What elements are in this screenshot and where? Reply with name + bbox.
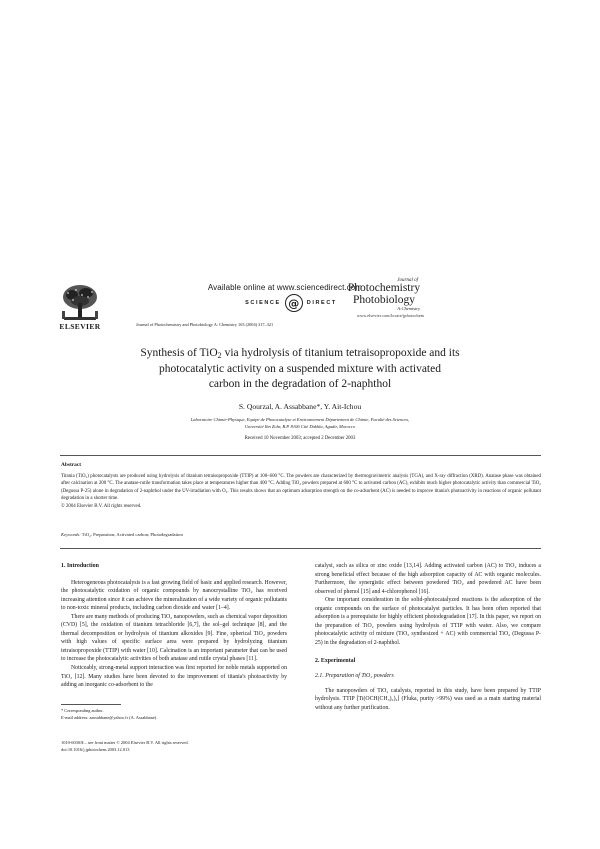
elsevier-tree-logo	[58, 283, 102, 323]
abstract-text	[61, 473, 541, 510]
abstract-copyright: © 2004 Elsevier B.V. All rights reserved.	[61, 503, 142, 509]
elsevier-wordmark: ELSEVIER	[59, 322, 101, 331]
footnotes	[61, 708, 287, 721]
journal-logo-photochemistry: Photochemistry	[347, 282, 421, 294]
title-line1-a: Synthesis of TiO	[140, 347, 218, 359]
journal-logo-chemistry: A:Chemistry	[397, 306, 420, 311]
journal-logo-of: Journal of	[397, 278, 418, 283]
sciencedirect-at-icon: @	[285, 294, 303, 312]
abstract-divider	[60, 548, 541, 549]
sciencedirect-right: DIRECT	[306, 300, 337, 306]
right-column	[315, 562, 541, 712]
keywords-values: TiO₂; Preparation; Activated carbon; Photodegradation	[80, 532, 183, 537]
abstract-heading: Abstract	[61, 462, 82, 468]
keywords-label: Keywords:	[61, 532, 81, 537]
subsection-preparation-heading: 2.1. Preparation of TiO₂ powders	[315, 673, 394, 680]
keywords-line	[61, 532, 541, 537]
top-divider	[60, 455, 541, 456]
issn-line: 1010-6030/$ – see front matter © 2004 Elsevier B.V. All rights reserved.	[61, 740, 189, 745]
title-line1-b: via hydrolysis of titanium tetraisopropoxide and its	[221, 347, 460, 359]
intro-paragraph-3: Noticeably, strong-metal support interaction was first reported for noble metals supported on TiO₂ [12]. Many studies have been devoted to the improvement of titania's photoactivity by adding an inorganic co-adsorbent to the	[61, 665, 287, 689]
footnote-divider	[61, 704, 121, 705]
journal-citation: Journal of Photochemistry and Photobiology A: Chemistry 163 (2004) 317–321	[136, 322, 274, 327]
publication-meta	[61, 740, 287, 753]
journal-logo	[344, 278, 424, 318]
affiliation-line2: Université Ibn Zohr, B.P. 8106 Cité Dakhla, Agadir, Morocco	[244, 423, 356, 429]
right-paragraph-2: One important consideration in the solid-photocatalyzed reactions is the adsorption of the organic compounds on the surface of photocatalyst particles. It has been often reported that adsorption is a prerequisite for highly efficient photodegradation [17]. In this paper, we report on the preparation of TiO₂ powders using hydrolysis of TTIP with water. Also, we compare photocatalytic activity of mixture (TiO₂ synthesized + AC) with commercial TiO₂ (Degussa P-25) in the degradation of 2-naphthol.	[315, 597, 541, 646]
journal-logo-photobiology: Photobiology	[353, 294, 415, 306]
email-address-note[interactable]: E-mail address: aassabbane@yahoo.fr (A. Assabbane).	[61, 714, 158, 720]
affiliation-line1: Laboratoire Chimie-Physique, Equipe de Photocatalyse et Environnement Département de Chimie, Faculté des Sciences,	[190, 417, 410, 422]
author-list: S. Qourzal, A. Assabbane*, Y. Ait-Ichou	[238, 402, 362, 411]
article-title	[60, 346, 540, 393]
doi-line[interactable]: doi:10.1016/j.jphotochem.2003.12.013	[61, 746, 130, 752]
sciencedirect-left: SCIENCE	[245, 300, 281, 306]
available-online-text[interactable]: Available online at www.sciencedirect.com	[207, 283, 363, 292]
corresponding-author-note: * Corresponding author.	[61, 708, 104, 713]
section-experimental-heading: 2. Experimental	[315, 658, 356, 665]
journal-url[interactable]: www.elsevier.com/locate/jphotochem	[357, 313, 424, 318]
intro-paragraph-1: Heterogeneous photocatalysis is a fast growing field of basic and applied research. However, the photocatalytic oxidation of organic compounds by nanocrystalline TiO₂ has received increasing attention since it can achieve the mineralization of a wide variety of organic pollutants to non-toxic mineral products, including carbon dioxide and water [1–4].	[61, 579, 287, 612]
abstract-paragraph: Titania (TiO₂) photocatalysts are produced using hydrolysis of titanium tetraisopropoxide (TTIP) at 100–600 °C. The powders are characterized by thermogravimetric analysis (TGA), and X-ray diffraction (XRD). Anatase phase was obtained after calcination at 200 °C. The anatase-rutile transformation takes place at temperatures higher than 400 °C. Adding TiO₂ powders prepared at 600 °C to activated carbon (AC), exhibits much higher photocatalytic activity than commercial TiO₂ (Degussa P-25) alone in degradation of 2-naphthol under the UV-irradiation with O₂. This results shows that an optimum adsorption strength on the co-adsorbent (AC) is needed to improve titania's photoactivity in reactions of organic pollutant degradation in a shorter time.	[61, 474, 541, 502]
title-line3: carbon in the degradation of 2-naphthol	[208, 378, 392, 390]
title-line2: photocatalytic activity on a suspended mixture with activated	[159, 362, 441, 375]
right-paragraph-1: catalyst, such as silica or zinc oxide [13,14]. Adding activated carbon (AC) to TiO₂ induces a strong beneficial effect because of the high adsorption capacity of AC with organic molecules. Furthermore, the synergistic effect between powdered TiO₂ and powdered AC have been observed of phenol [15] and 4-chlorophenol [16].	[315, 563, 541, 595]
title-sub: 2	[217, 351, 222, 360]
experimental-paragraph-1: The nanopowders of TiO₂ catalysts, reported in this study, have been prepared by TTIP hydrolysis. TTIP [Ti(OCH(CH₃)₂)₄] (Fluka, purity >99%) was used as a main starting material without any further purification.	[315, 687, 541, 711]
section-introduction-heading: 1. Introduction	[61, 563, 99, 569]
left-column	[61, 562, 287, 690]
intro-paragraph-2: There are many methods of producing TiO₂ nanopowders, such as chemical vapor deposition (CVD) [5], the oxidation of titanium tetrachloride [6,7], the sol–gel technique [8], and the thermal decomposition or hydrolysis of titanium alkoxides [9]. Fine, spherical TiO₂ powders with high values of specific surface area were prepared by hydrolyzing titanium tetraisopropoxide (TTIP) with water [10]. Calcination is an important parameter that can be used to increase the photocatalytic activities of both anatase and rutile crystal phases [11].	[61, 613, 287, 663]
received-dates: Received 10 November 2003; accepted 2 December 2003	[244, 436, 356, 441]
affiliation	[110, 417, 490, 430]
